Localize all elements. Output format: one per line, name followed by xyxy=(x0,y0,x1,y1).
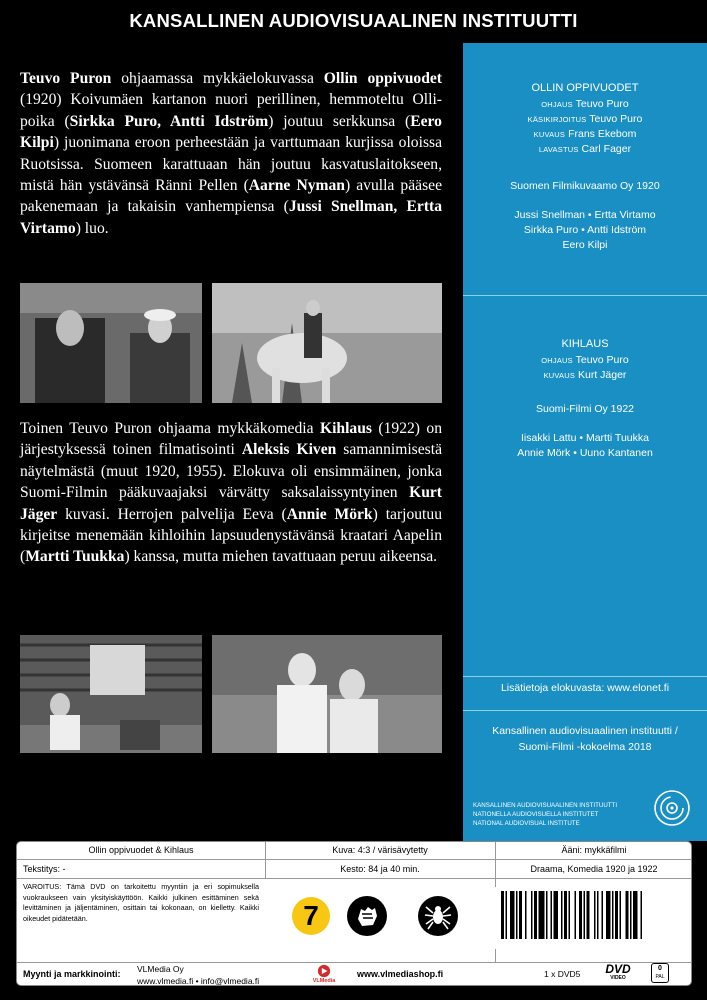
divider xyxy=(463,710,707,711)
barcode-bar xyxy=(554,891,559,939)
text-run: kuvasi. Herrojen palvelija Eeva ( xyxy=(57,505,287,523)
text-run: ) tarjoutuu kirjeitse menemään kihloihin lapsuudenystävänsä kraatari Aapelin ( xyxy=(20,505,442,566)
bold-name: Kihlaus xyxy=(319,420,372,437)
film1-studio: Suomen Filmikuvaamo Oy 1920 xyxy=(510,180,660,192)
barcode-bar xyxy=(506,891,508,939)
synopsis-paragraph-2 xyxy=(20,418,442,568)
bold-name: Aarne Nyman xyxy=(248,177,345,195)
text-run: (1922) on järjestyksessä toinen filmatisointi xyxy=(20,420,443,459)
barcode-bar xyxy=(620,891,622,939)
film2-cast: Iisakki Lattu • Martti Tuukka xyxy=(521,432,649,444)
film1-cast: Sirkka Puro • Antti Idström xyxy=(523,224,647,236)
info-title: Ollin oppivuodet & Kihlaus xyxy=(88,845,194,855)
film2-studio: Suomi-Filmi Oy 1922 xyxy=(535,403,635,415)
text-run: ) joutuu serkkunsa ( xyxy=(268,112,411,130)
text-run: ) kanssa, mutta miehen tavattuaan peruu aikeensa. xyxy=(124,548,438,566)
bold-name: Annie Mörk xyxy=(286,505,373,523)
barcode-bar xyxy=(525,891,527,939)
film1-credit: LAVASTUS Carl Fager xyxy=(538,143,632,155)
barcode-bar xyxy=(612,891,614,939)
film1-credit: OHJAUS Teuvo Puro xyxy=(541,98,629,110)
shop-link[interactable]: www.vlmediashop.fi xyxy=(357,969,444,979)
bold-name: Jussi Snellman, Ertta Virtamo xyxy=(20,198,443,237)
disc-count: 1 x DVD5 xyxy=(544,969,581,979)
info-runtime: Kesto: 84 ja 40 min. xyxy=(340,864,420,874)
info-subtitles: Tekstitys: - xyxy=(23,864,66,874)
film2-credit: KUVAUS Kurt Jäger xyxy=(543,369,627,381)
barcode xyxy=(495,887,685,949)
dvd-video-logo: DVD VIDEO xyxy=(605,962,631,981)
header-title: KANSALLINEN AUDIOVISUAALINEN INSTITUUTTI xyxy=(129,10,578,31)
collection-line: Suomi-Filmi -kokoelma 2018 xyxy=(518,741,652,753)
institute-logo-icon xyxy=(653,789,691,827)
institute-logo-text: KANSALLINEN AUDIOVISUAALINEN INSTITUUTTI NATIONELLA AUDIOVISUELLA INSTITUTET NATIONAL AUDIOVISUAL INSTITUTE xyxy=(473,802,618,827)
text-run: ohjaamassa mykkäelokuvassa xyxy=(111,70,324,87)
divider xyxy=(463,676,707,677)
info-genre: Draama, Komedia 1920 ja 1922 xyxy=(530,864,658,874)
barcode-bar xyxy=(575,891,577,939)
distributor-label: Myynti ja markkinointi: xyxy=(23,969,121,979)
bold-name: Sirkka Puro, Antti Idström xyxy=(69,112,269,130)
barcode-bar xyxy=(564,891,567,939)
info-warning: VAROITUS: Tämä DVD on tarkoitettu myyntiin ja eri sopimuksella vuokraukseen vain yksityiskäyttöön. Kaikki julkinen esittäminen sekä levittäminen ja jäljentäminen, osittain tai kokonaan, on kielletty. Kaikki oikeudet pidätetään. xyxy=(23,882,259,923)
bold-name: Kurt Jäger xyxy=(20,484,442,523)
text-run: (1920) Koivumäen kartanon nuori perillinen, hemmoteltu Olli-poika ( xyxy=(20,91,442,130)
bold-name: Eero Kilpi xyxy=(20,112,442,152)
film1-credit: KÄSIKIRJOITUS Teuvo Puro xyxy=(527,113,643,125)
credits-panel xyxy=(463,43,707,841)
text-run: ) juonimana eroon perheestään ja varttumaan kurjissa oloissa Ruotsissa. Suomeen karattuaan hän joutuu kasvatuslaitokseen, mistä hän ystävänsä Ränni Pellen ( xyxy=(20,134,442,195)
barcode-bar xyxy=(519,891,522,939)
film1-cast: Jussi Snellman • Ertta Virtamo xyxy=(514,209,656,221)
barcode-bar xyxy=(534,891,537,939)
bold-name: Aleksis Kiven xyxy=(241,441,337,459)
info-picture: Kuva: 4:3 / värisävytetty xyxy=(332,845,428,855)
barcode-bar xyxy=(615,891,618,939)
age-rating-badge: 7 xyxy=(292,897,330,935)
more-info-link[interactable]: Lisätietoja elokuvasta: www.elonet.fi xyxy=(500,682,670,694)
barcode-bar xyxy=(597,891,599,939)
region-pal-badge: 0 PAL xyxy=(651,963,669,983)
barcode-bar xyxy=(630,891,632,939)
film2-cast: Annie Mörk • Uuno Kantanen xyxy=(517,447,653,459)
barcode-bar xyxy=(584,891,586,939)
barcode-bar xyxy=(641,891,643,939)
barcode-bar xyxy=(546,891,548,939)
barcode-bar xyxy=(602,891,604,939)
barcode-bar xyxy=(626,891,629,939)
collection-line: Kansallinen audiovisuaalinen instituutti / xyxy=(492,725,678,737)
barcode-bar xyxy=(561,891,563,939)
barcode-bar xyxy=(594,891,596,939)
film1-credit: KUVAUS Frans Ekebom xyxy=(533,128,637,140)
still-photo-2 xyxy=(212,283,442,403)
barcode-bar xyxy=(501,891,504,939)
still-photo-4 xyxy=(212,635,442,753)
divider xyxy=(463,295,707,296)
text-run: samannimisestä näytelmästä (muut 1920, 1955). Elokuva oli ensimmäinen, jonka Suomi-Filmin pääkuvaajaksi värvätty saksalaissyntyinen xyxy=(20,441,442,502)
barcode-bar xyxy=(587,891,590,939)
still-photo-3 xyxy=(20,635,202,753)
vlmedia-logo: VLMedia xyxy=(309,964,339,986)
fear-spider-icon xyxy=(418,896,458,936)
page-header xyxy=(0,0,707,42)
violence-icon xyxy=(347,896,387,936)
bold-name: Martti Tuukka xyxy=(25,548,125,566)
barcode-bar xyxy=(569,891,571,939)
text-run: ) luo. xyxy=(75,219,109,237)
text-run: Toinen Teuvo Puron ohjaama mykkäkomedia xyxy=(20,420,320,437)
barcode-bar xyxy=(606,891,611,939)
barcode-bar xyxy=(510,891,515,939)
bold-name: Ollin oppivuodet xyxy=(323,70,442,87)
film2-credit: OHJAUS Teuvo Puro xyxy=(541,354,629,366)
film1-cast: Eero Kilpi xyxy=(562,239,608,251)
still-photo-1 xyxy=(20,283,202,403)
synopsis-paragraph-1 xyxy=(20,68,442,239)
info-sound: Ääni: mykkäfilmi xyxy=(561,845,627,855)
barcode-bar xyxy=(551,891,553,939)
text-run: ) avulla pääsee pakenemaan ja takaisin vanhempiensa ( xyxy=(20,177,442,216)
bold-name: Teuvo Puron xyxy=(20,70,112,87)
barcode-bar xyxy=(539,891,545,939)
barcode-bar xyxy=(633,891,638,939)
barcode-bar xyxy=(531,891,533,939)
barcode-bar xyxy=(579,891,582,939)
film1-title: OLLIN OPPIVUODET xyxy=(531,82,639,94)
film2-title: KIHLAUS xyxy=(561,338,609,350)
barcode-bar xyxy=(516,891,518,939)
distributor-info: VLMedia Oy www.vlmedia.fi • info@vlmedia.fi xyxy=(137,964,260,986)
